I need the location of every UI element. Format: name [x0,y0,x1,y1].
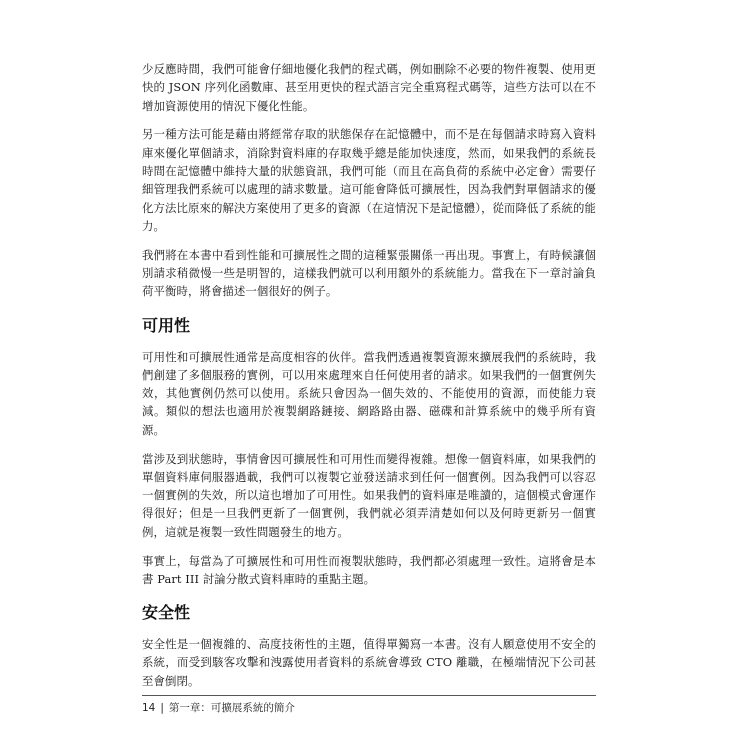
page-body [142,60,596,701]
paragraph: 我們將在本書中看到性能和可擴展性之間的這種緊張關係一再出現。事實上，有時候讓個別請求稍微慢一些是明智的，這樣我們就可以利用額外的系統能力。當我在下一章討論負荷平衡時，將會描述一個很好的例子。 [142,247,596,299]
paragraph: 當涉及到狀態時，事情會因可擴展性和可用性而變得複雜。想像一個資料庫，如果我們的單個資料庫伺服器過載，我們可以複製它並發送請求到任何一個實例。因為我們可以容忍一個實例的失效，所以這也增加了可用性。如果我們的資料庫是唯讀的，這個模式會運作得很好；但是一旦我們更新了一個實例，我們就必須弄清楚如何以及何時更新另一個實例，這就是複製一致性問題發生的地方。 [142,451,596,539]
chapter-title: 第一章：可擴展系統的簡介 [168,702,295,714]
paragraph: 事實上，每當為了可擴展性和可用性而複製狀態時，我們都必須處理一致性。這將會是本書 Part III 討論分散式資料庫時的重點主題。 [142,553,596,586]
page-number: 14 [142,702,156,714]
footer-separator: | [160,702,164,714]
paragraph: 安全性是一個複雜的、高度技術性的主題，值得單獨寫一本書。沒有人願意使用不安全的系統，而受到駭客攻擊和洩露使用者資料的系統會導致 CTO 離職，在極端情況下公司甚至會倒閉。 [142,637,596,688]
section-heading-availability: 可用性 [142,315,191,335]
paragraph: 少反應時間，我們可能會仔細地優化我們的程式碼，例如刪除不必要的物件複製、使用更快的 JSON 序列化函數庫、甚至用更快的程式語言完全重寫程式碼等，這些方法可以在不增加資源使用的情況下優化性能。 [142,62,596,113]
footer-divider [142,695,596,696]
section-heading-security: 安全性 [142,603,191,623]
paragraph: 另一種方法可能是藉由將經常存取的狀態保存在記憶體中，而不是在每個請求時寫入資料庫來優化單個請求，消除對資料庫的存取幾乎總是能加快速度，然而，如果我們的系統長時間在記憶體中維持大量的狀態資訊，我們可能（而且在高負荷的系統中必定會）需要仔細管理我們系統可以處理的請求數量。這可能會降低可擴展性，因為我們對單個請求的優化方法比原來的解決方案使用了更多的資源（在這情況下是記憶體），從而降低了系統的能力。 [142,127,596,233]
page-footer [142,701,295,715]
paragraph: 可用性和可擴展性通常是高度相容的伙伴。當我們透過複製資源來擴展我們的系統時，我們創建了多個服務的實例，可以用來處理來自任何使用者的請求。如果我們的一個實例失效，其他實例仍然可以使用。系統只會因為一個失效的、不能使用的資源，而使能力衰減。類似的想法也適用於複製網路鏈接、網路路由器、磁碟和計算系統中的幾乎所有資源。 [142,349,596,437]
